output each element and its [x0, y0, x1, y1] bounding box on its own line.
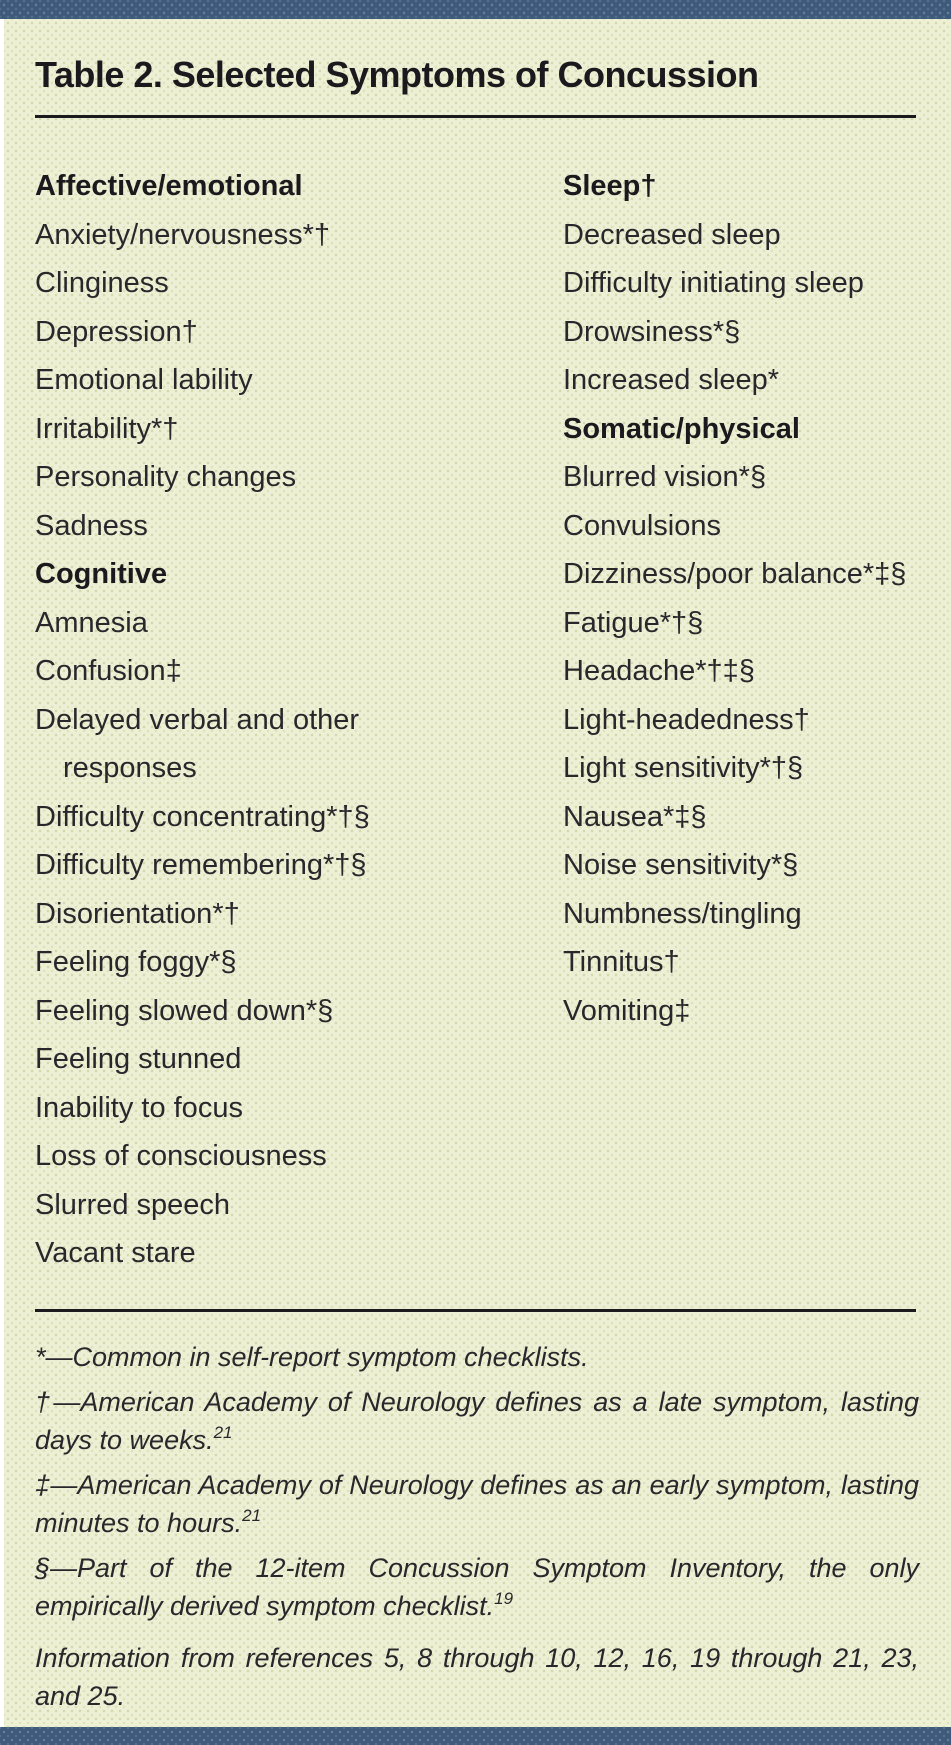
symptom-item: Anxiety/nervousness*† — [35, 218, 330, 251]
table-panel — [4, 19, 951, 1727]
reference-superscript: 21 — [242, 1506, 262, 1525]
symptom-item: Loss of consciousness — [35, 1140, 327, 1172]
symptom-item: Vacant stare — [35, 1237, 196, 1269]
title-divider — [35, 115, 916, 118]
symptom-item: Nausea*‡§ — [563, 800, 707, 833]
symptom-item: Blurred vision*§ — [563, 461, 767, 493]
symptom-item: Amnesia — [35, 606, 148, 639]
symptom-item: Dizziness/poor balance*‡§ — [563, 558, 907, 590]
symptom-item: Vomiting‡ — [563, 994, 691, 1027]
footnote-divider — [35, 1309, 916, 1312]
symptom-item: Headache*†‡§ — [563, 655, 755, 687]
symptom-column-left — [35, 162, 435, 1280]
symptom-item: Confusion‡ — [35, 655, 182, 687]
attribution: Information from references 5, 8 through 10, 12, 16, 19 through 21, 23, and 25. — [35, 1643, 919, 1711]
symptom-item: Difficulty remembering*†§ — [35, 849, 367, 881]
symptom-item: Difficulty concentrating*†§ — [35, 800, 370, 833]
symptom-column-right — [563, 162, 908, 1280]
reference-superscript: 19 — [494, 1589, 514, 1608]
footnote: *—Common in self-report symptom checklists. — [35, 1342, 589, 1372]
symptom-item: Disorientation*† — [35, 897, 240, 930]
symptom-item: Depression† — [35, 315, 198, 348]
symptom-item: Light sensitivity*†§ — [563, 752, 804, 784]
symptom-item: Inability to focus — [35, 1091, 243, 1124]
category-header: Sleep† — [563, 170, 657, 202]
symptom-item: Convulsions — [563, 509, 721, 542]
symptom-item: Delayed verbal and other responses — [35, 703, 360, 784]
symptom-item: Tinnitus† — [563, 946, 680, 978]
symptom-item: Difficulty initiating sleep — [563, 267, 864, 299]
symptom-item: Numbness/tingling — [563, 897, 802, 930]
symptom-item: Feeling stunned — [35, 1043, 242, 1075]
footnote: ‡—American Academy of Neurology defines as an early symptom, lasting minutes to hours.$^{21}$ — [35, 1470, 919, 1538]
table-title: Table 2. Selected Symptoms of Concussion — [35, 54, 759, 95]
category-header: Affective/emotional — [35, 170, 303, 202]
symptom-item: Increased sleep* — [563, 364, 780, 396]
footnote: †—American Academy of Neurology defines as a late symptom, lasting days to weeks.$^{21}$ — [35, 1387, 919, 1455]
symptom-item: Clinginess — [35, 267, 169, 299]
symptom-item: Light-headedness† — [563, 703, 810, 736]
symptom-item: Personality changes — [35, 461, 297, 493]
reference-superscript: 21 — [213, 1423, 233, 1442]
symptom-item: Drowsiness*§ — [563, 315, 741, 348]
category-header: Cognitive — [35, 558, 168, 590]
symptom-item: Feeling foggy*§ — [35, 946, 237, 978]
symptom-item: Emotional lability — [35, 364, 253, 396]
symptom-item: Fatigue*†§ — [563, 606, 704, 639]
symptom-columns — [35, 162, 923, 1280]
symptom-item: Irritability*† — [35, 412, 179, 445]
symptom-item: Noise sensitivity*§ — [563, 849, 799, 881]
symptom-item: Slurred speech — [35, 1188, 231, 1221]
symptom-item: Sadness — [35, 509, 148, 542]
symptom-item: Decreased sleep — [563, 218, 781, 251]
footnote-list — [35, 1338, 919, 1625]
footnote: §—Part of the 12-item Concussion Symptom Inventory, the only empirically derived symptom checklist.$^{19}$ — [35, 1553, 919, 1621]
bottom-border-bar — [0, 1727, 951, 1745]
top-border-bar — [0, 0, 951, 19]
symptom-item: Feeling slowed down*§ — [35, 994, 334, 1027]
category-header: Somatic/physical — [563, 412, 800, 445]
footnotes-section — [35, 1338, 919, 1715]
